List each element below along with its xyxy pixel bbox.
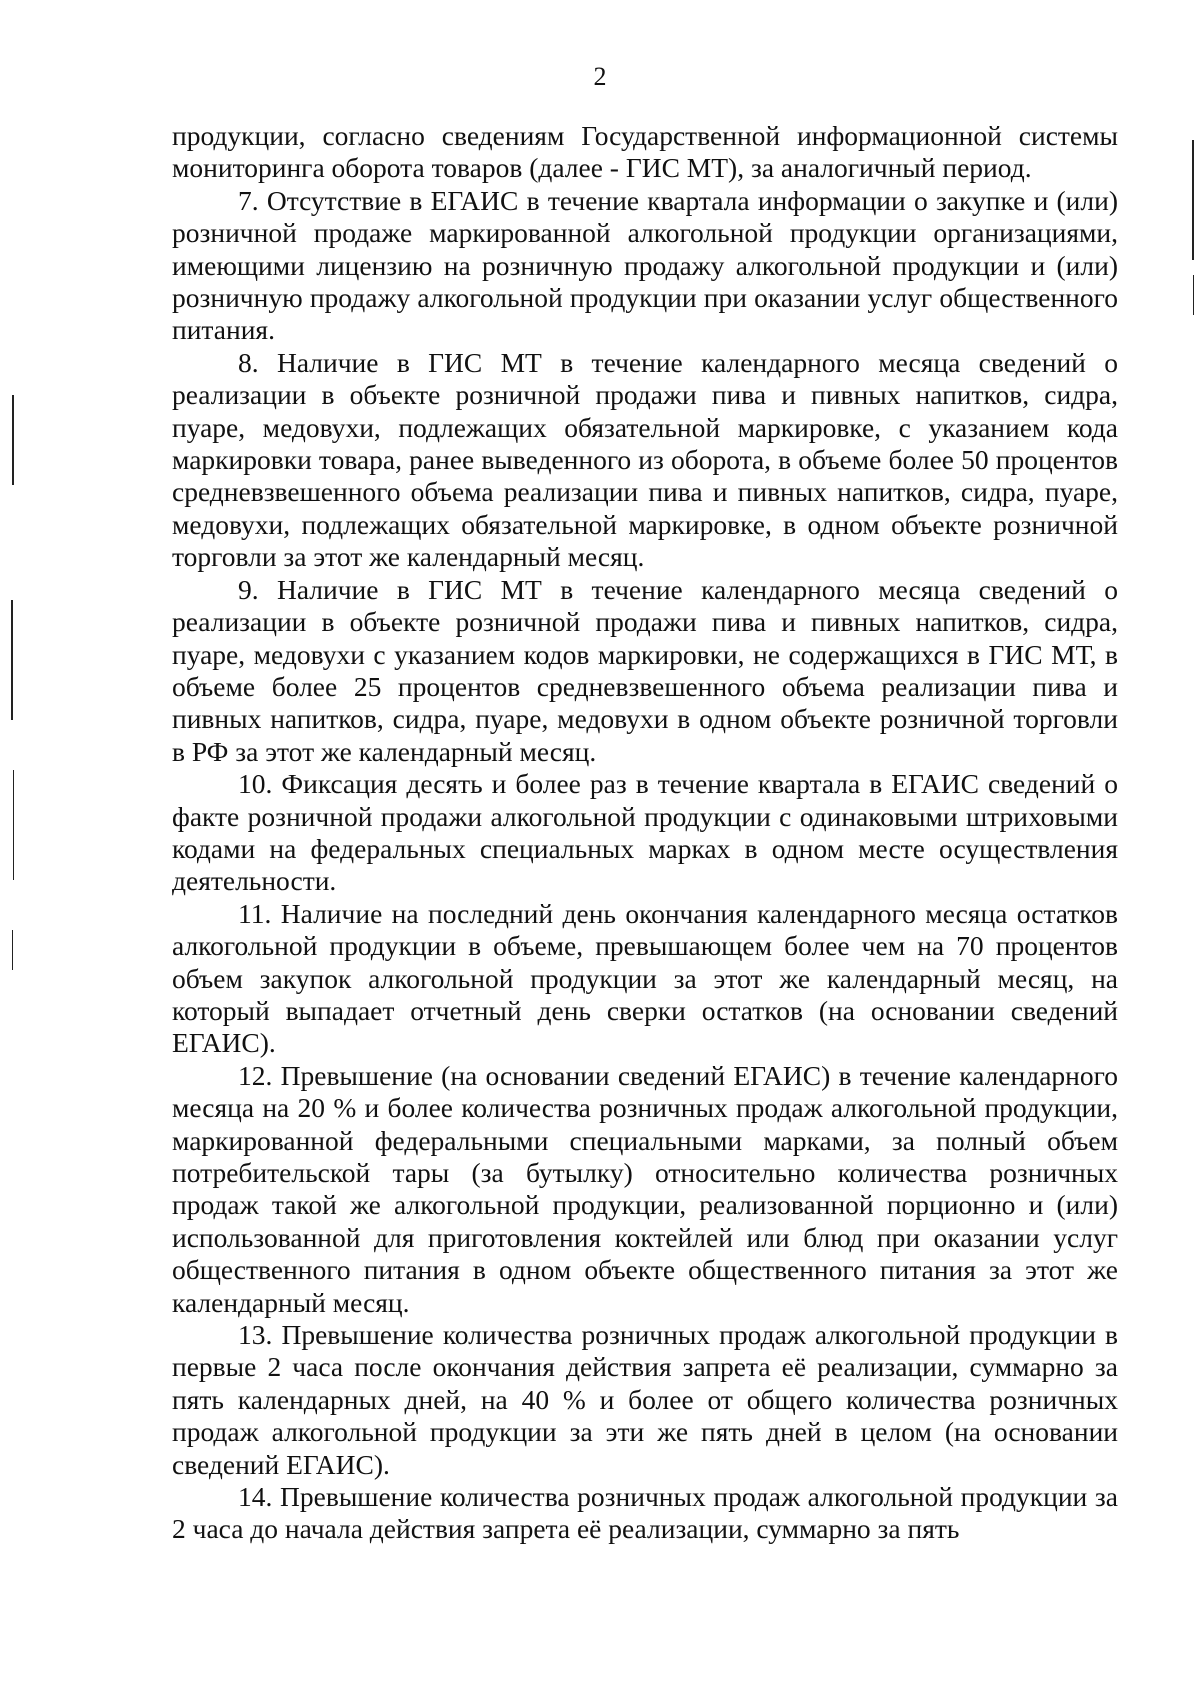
- document-body: [172, 120, 1118, 1546]
- paragraph-item-14: 14. Превышение количества розничных продаж алкогольной продукции за 2 часа до начала действия запрета её реализации, суммарно за пять: [172, 1481, 1118, 1545]
- scan-edge-mark: [13, 770, 14, 880]
- scan-edge-mark: [1193, 275, 1194, 315]
- page-number: 2: [593, 62, 607, 91]
- paragraph-item-8: 8. Наличие в ГИС МТ в течение календарного месяца сведений о реализации в объекте розничной продажи пива и пивных напитков, сидра, пуаре, медовухи, подлежащих обязательной маркировке, с указанием кода маркировки товара, ранее выведенного из оборота, в объеме более 50 процентов средневзвешенного объема реализации пива и пивных напитков, сидра, пуаре, медовухи, подлежащих обязательной маркировке, в одном объекте розничной торговли за этот же календарный месяц.: [172, 346, 1118, 573]
- paragraph-item-7: 7. Отсутствие в ЕГАИС в течение квартала информации о закупке и (или) розничной продаже маркированной алкогольной продукции организациями, имеющими лицензию на розничную продажу алкогольной продукции и (или) розничную продажу алкогольной продукции при оказании услуг общественного питания.: [172, 184, 1118, 346]
- scan-edge-mark: [12, 930, 13, 970]
- paragraph-item-13: 13. Превышение количества розничных продаж алкогольной продукции в первые 2 часа после окончания действия запрета её реализации, суммарно за пять календарных дней, на 40 % и более от общего количества розничных продаж алкогольной продукции за эти же пять дней в целом (на основании сведений ЕГАИС).: [172, 1319, 1118, 1480]
- paragraph-item-12: 12. Превышение (на основании сведений ЕГАИС) в течение календарного месяца на 20 % и более количества розничных продаж алкогольной продукции, маркированной федеральными специальными марками, за полный объем потребительской тары (за бутылку) относительно количества розничных продаж такой же алкогольной продукции, реализованной порционно и (или) использованной для приготовления коктейлей или блюд при оказании услуг общественного питания в одном объекте общественного питания за этот же календарный месяц.: [172, 1059, 1118, 1318]
- paragraph-item-11: 11. Наличие на последний день окончания календарного месяца остатков алкогольной продукции в объеме, превышающем более чем на 70 процентов объем закупок алкогольной продукции за этот же календарный месяц, на который выпадает отчетный день сверки остатков (на основании сведений ЕГАИС).: [172, 897, 1118, 1059]
- scan-edge-mark: [12, 395, 14, 485]
- paragraph-item-9: 9. Наличие в ГИС МТ в течение календарного месяца сведений о реализации в объекте розничной продажи пива и пивных напитков, сидра, пуаре, медовухи с указанием кодов маркировки, не содержащихся в ГИС МТ, в объеме более 25 процентов средневзвешенного объема реализации пива и пивных напитков, сидра, пуаре, медовухи в одном объекте розничной торговли в РФ за этот же календарный месяц.: [172, 573, 1118, 767]
- scan-edge-mark: [1192, 140, 1194, 260]
- paragraph-continuation: продукции, согласно сведениям Государственной информационной системы мониторинга оборота товаров (далее - ГИС МТ), за аналогичный период.: [172, 120, 1118, 184]
- paragraph-item-10: 10. Фиксация десять и более раз в течение квартала в ЕГАИС сведений о факте розничной продажи алкогольной продукции с одинаковыми штриховыми кодами на федеральных специальных марках в одном месте осуществления деятельности.: [172, 768, 1118, 897]
- scan-edge-mark: [11, 600, 13, 720]
